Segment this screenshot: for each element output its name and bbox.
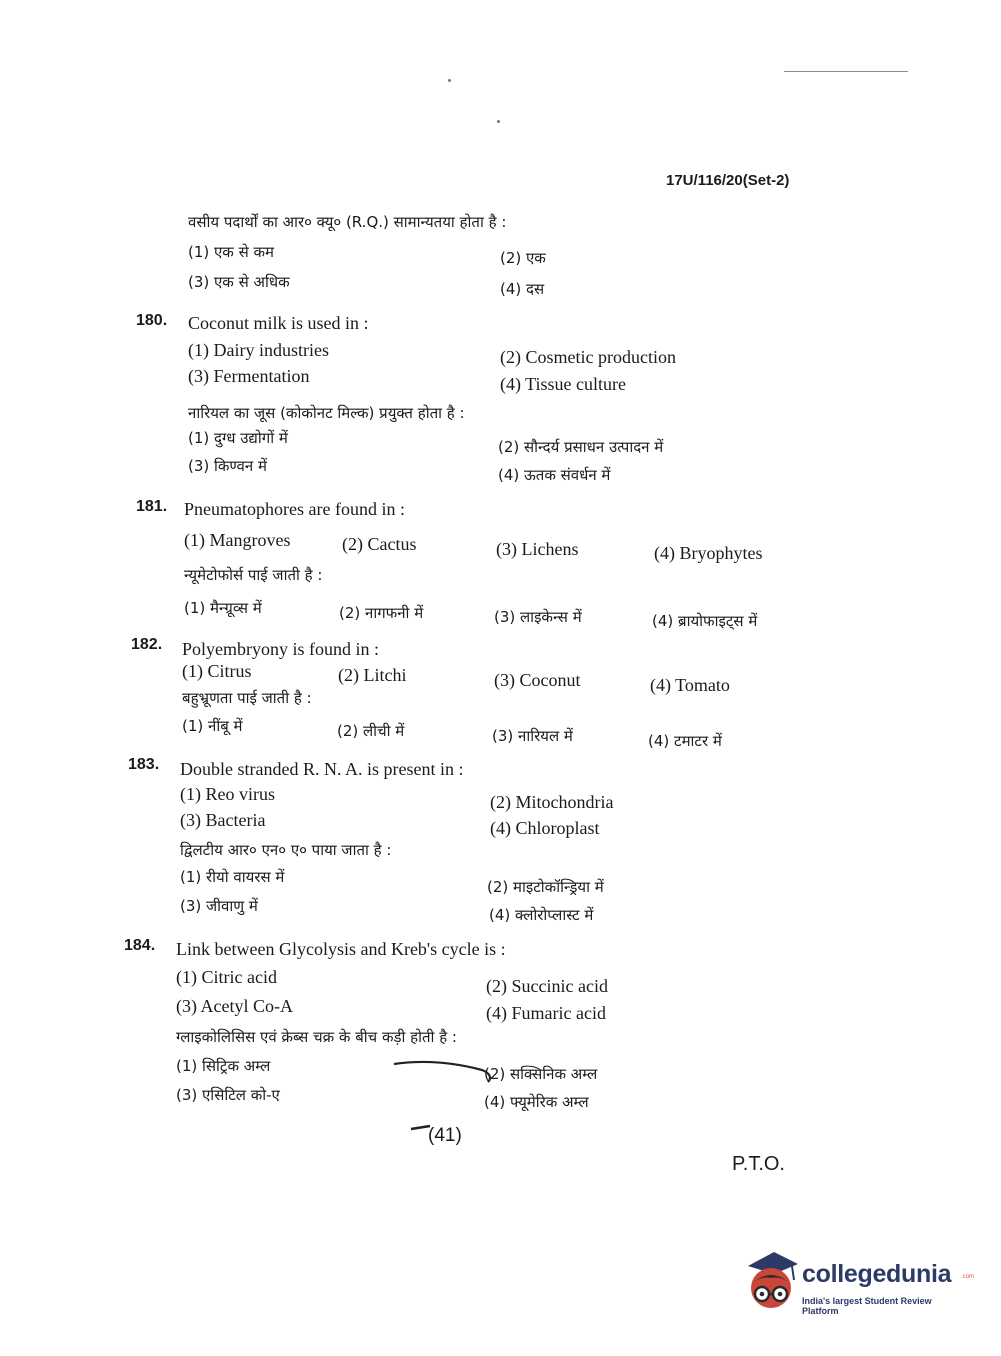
pen-stroke — [392, 1056, 502, 1086]
question-text-hi: नारियल का जूस (कोकोनट मिल्क) प्रयुक्त होता है : — [188, 404, 465, 422]
option-en: (2) Mitochondria — [490, 792, 614, 812]
option-hi: (1) सिट्रिक अम्ल — [176, 1057, 271, 1075]
option-en: (3) Acetyl Co-A — [176, 996, 293, 1016]
option-en: (1) Reo virus — [180, 784, 275, 804]
option-hi: (2) माइटोकॉन्ड्रिया में — [487, 878, 604, 896]
option-hi: (4) क्लोरोप्लास्ट में — [489, 906, 594, 924]
option-en: (2) Succinic acid — [486, 976, 608, 996]
option-en: (4) Tissue culture — [500, 374, 626, 394]
option-en: (3) Fermentation — [188, 366, 310, 386]
option-hi: (3) नारियल में — [492, 727, 573, 745]
question-text-en: Polyembryony is found in : — [182, 639, 379, 659]
option-hi: (3) एसिटिल को-ए — [176, 1086, 280, 1104]
collegedunia-watermark — [740, 1248, 975, 1320]
option-en: (1) Citrus — [182, 661, 252, 681]
option-hi: (4) ब्रायोफाइट्स में — [652, 612, 758, 630]
question-number: 182. — [131, 636, 163, 653]
option-en: (4) Fumaric acid — [486, 1003, 606, 1023]
question-number: 181. — [136, 498, 168, 515]
question-text-hi: न्यूमेटोफोर्स पाई जाती है : — [184, 566, 323, 584]
option-hi: (4) दस — [500, 280, 545, 298]
question-text-en: Coconut milk is used in : — [188, 313, 369, 333]
question-text-en: Pneumatophores are found in : — [184, 499, 405, 519]
question-text-hi: द्विलटीय आर० एन० ए० पाया जाता है : — [180, 841, 392, 859]
option-hi: (3) किण्वन में — [188, 457, 267, 475]
option-en: (3) Bacteria — [180, 810, 266, 830]
option-hi: (1) एक से कम — [188, 243, 274, 261]
option-hi: (1) नींबू में — [182, 717, 243, 735]
paper-code: 17U/116/20(Set-2) — [666, 172, 790, 189]
option-en: (1) Dairy industries — [188, 340, 329, 360]
question-number: 180. — [136, 312, 168, 329]
option-hi: (3) जीवाणु में — [180, 897, 258, 915]
brand-tagline: India's largest Student Review Platform — [802, 1296, 932, 1316]
option-en: (2) Cactus — [342, 534, 417, 554]
option-hi: (3) लाइकेन्स में — [494, 608, 582, 626]
scan-line — [784, 71, 908, 72]
mascot-icon — [740, 1248, 802, 1318]
page-number: (41) — [428, 1125, 462, 1146]
option-en: (2) Cosmetic production — [500, 347, 676, 367]
option-en: (4) Bryophytes — [654, 543, 763, 563]
option-hi: (2) नागफनी में — [339, 604, 424, 622]
question-text-en: Link between Glycolysis and Kreb's cycle is : — [176, 939, 506, 959]
option-hi: (4) टमाटर में — [648, 732, 722, 750]
option-en: (4) Chloroplast — [490, 818, 600, 838]
brand-name: collegedunia — [802, 1260, 952, 1288]
brand-suffix: .com — [961, 1274, 975, 1280]
option-hi: (4) ऊतक संवर्धन में — [498, 466, 611, 484]
option-en: (3) Coconut — [494, 670, 581, 690]
option-hi: (1) दुग्ध उद्योगों में — [188, 429, 288, 447]
option-en: (1) Mangroves — [184, 530, 291, 550]
prev-question-hi: वसीय पदार्थों का आर० क्यू० (R.Q.) सामान्यतया होता है : — [188, 213, 507, 231]
question-text-hi: ग्लाइकोलिसिस एवं क्रेब्स चक्र के बीच कड़ी होती है : — [176, 1028, 457, 1046]
option-hi: (2) सौन्दर्य प्रसाधन उत्पादन में — [498, 438, 664, 456]
option-en: (1) Citric acid — [176, 967, 277, 987]
option-hi: (4) फ्यूमेरिक अम्ल — [484, 1093, 589, 1111]
question-number: 184. — [124, 937, 156, 954]
option-hi: (2) सक्सिनिक अम्ल — [484, 1065, 598, 1083]
option-hi: (2) एक — [500, 249, 546, 267]
option-hi: (3) एक से अधिक — [188, 273, 290, 291]
question-number: 183. — [128, 756, 160, 773]
scan-speck — [497, 120, 500, 123]
scan-speck — [448, 79, 451, 82]
question-text-hi: बहुभ्रूणता पाई जाती है : — [182, 689, 312, 707]
pto-label: P.T.O. — [732, 1153, 785, 1175]
option-en: (2) Litchi — [338, 665, 407, 685]
option-hi: (1) रीयो वायरस में — [180, 868, 285, 886]
question-text-en: Double stranded R. N. A. is present in : — [180, 759, 464, 779]
option-en: (4) Tomato — [650, 675, 730, 695]
option-hi: (1) मैन्ग्रूव्स में — [184, 599, 262, 617]
option-en: (3) Lichens — [496, 539, 579, 559]
option-hi: (2) लीची में — [337, 722, 405, 740]
